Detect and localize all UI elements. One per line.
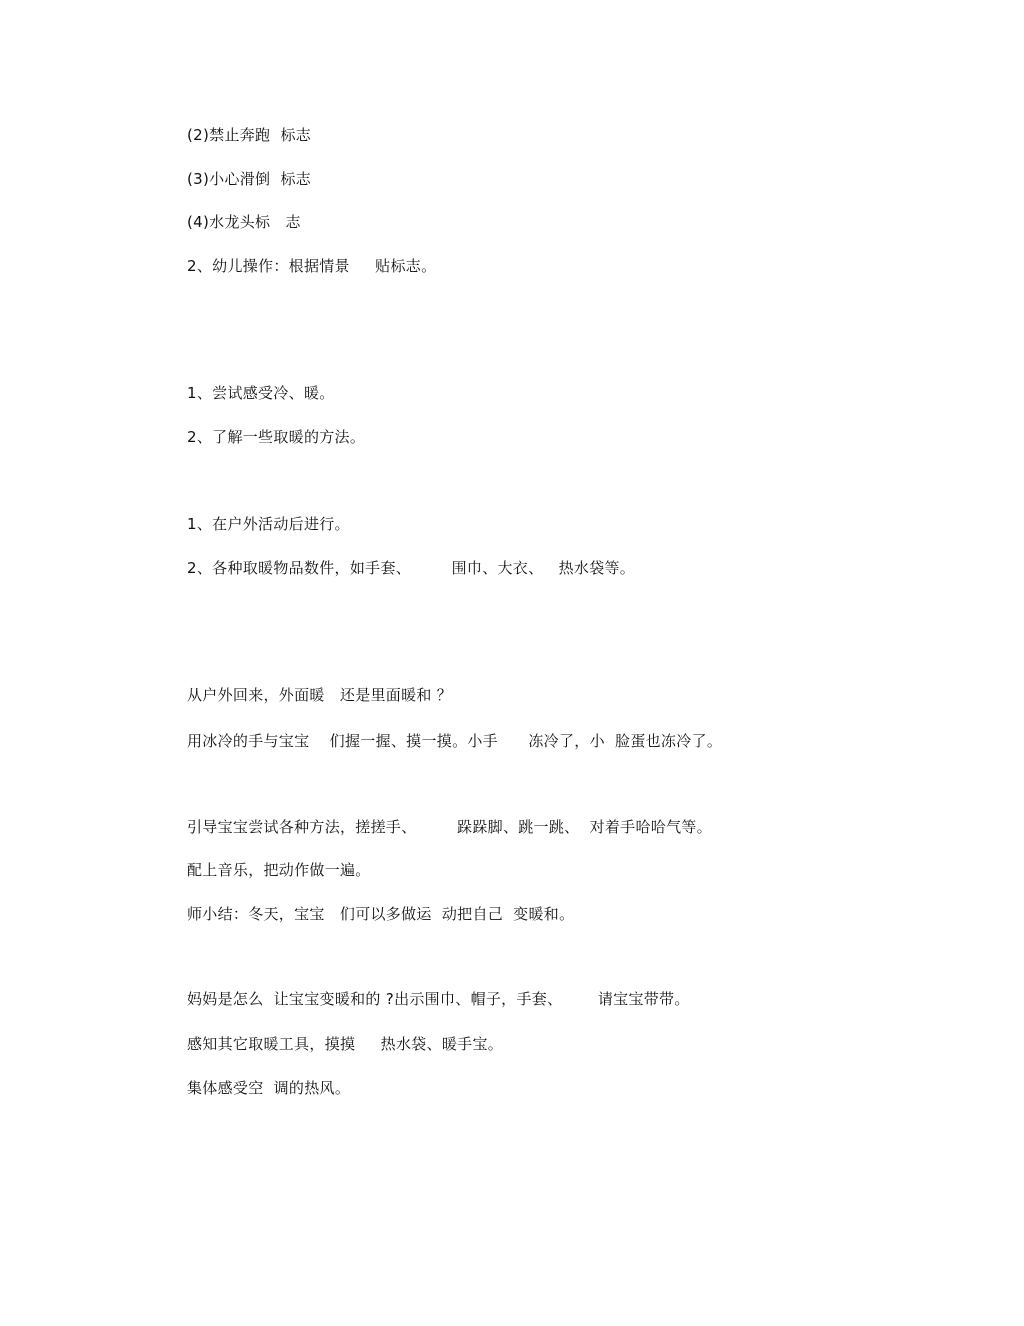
sign-item-faucet: (4)水龙头标 志 (187, 213, 301, 231)
sign-item-no-running: (2)禁止奔跑 标志 (187, 126, 312, 144)
prep-item-1: 1、在户外活动后进行。 (187, 515, 350, 533)
child-operation-line: 2、幼儿操作：根据情景 贴标志。 (187, 257, 437, 275)
process-line-5: 妈妈是怎么 让宝宝变暖和的 ?出示围巾、帽子，手套、 请宝宝带带。 (187, 990, 690, 1008)
process-line-6: 感知其它取暖工具，摸摸 热水袋、暖手宝。 (187, 1035, 504, 1053)
prep-item-2: 2、各种取暖物品数件，如手套、 围巾、大衣、 热水袋等。 (187, 559, 636, 577)
goal-item-2: 2、了解一些取暖的方法。 (187, 428, 366, 446)
process-line-4: 配上音乐，把动作做一遍。 (187, 861, 371, 879)
process-line-3: 引导宝宝尝试各种方法，搓搓手、 跺跺脚、跳一跳、 对着手哈哈气等。 (187, 818, 712, 836)
teacher-summary: 师小结：冬天，宝宝 们可以多做运 动把自己 变暖和。 (187, 905, 575, 923)
sign-item-careful-slipping: (3)小心滑倒 标志 (187, 170, 312, 188)
process-line-1: 从户外回来，外面暖 还是里面暖和 ？ (187, 686, 453, 704)
goal-item-1: 1、尝试感受冷、暖。 (187, 384, 335, 402)
process-line-7: 集体感受空 调的热风。 (187, 1079, 351, 1097)
process-line-2: 用冰冷的手与宝宝 们握一握、摸一摸。小手 冻冷了，小 脸蛋也冻冷了。 (187, 732, 723, 750)
